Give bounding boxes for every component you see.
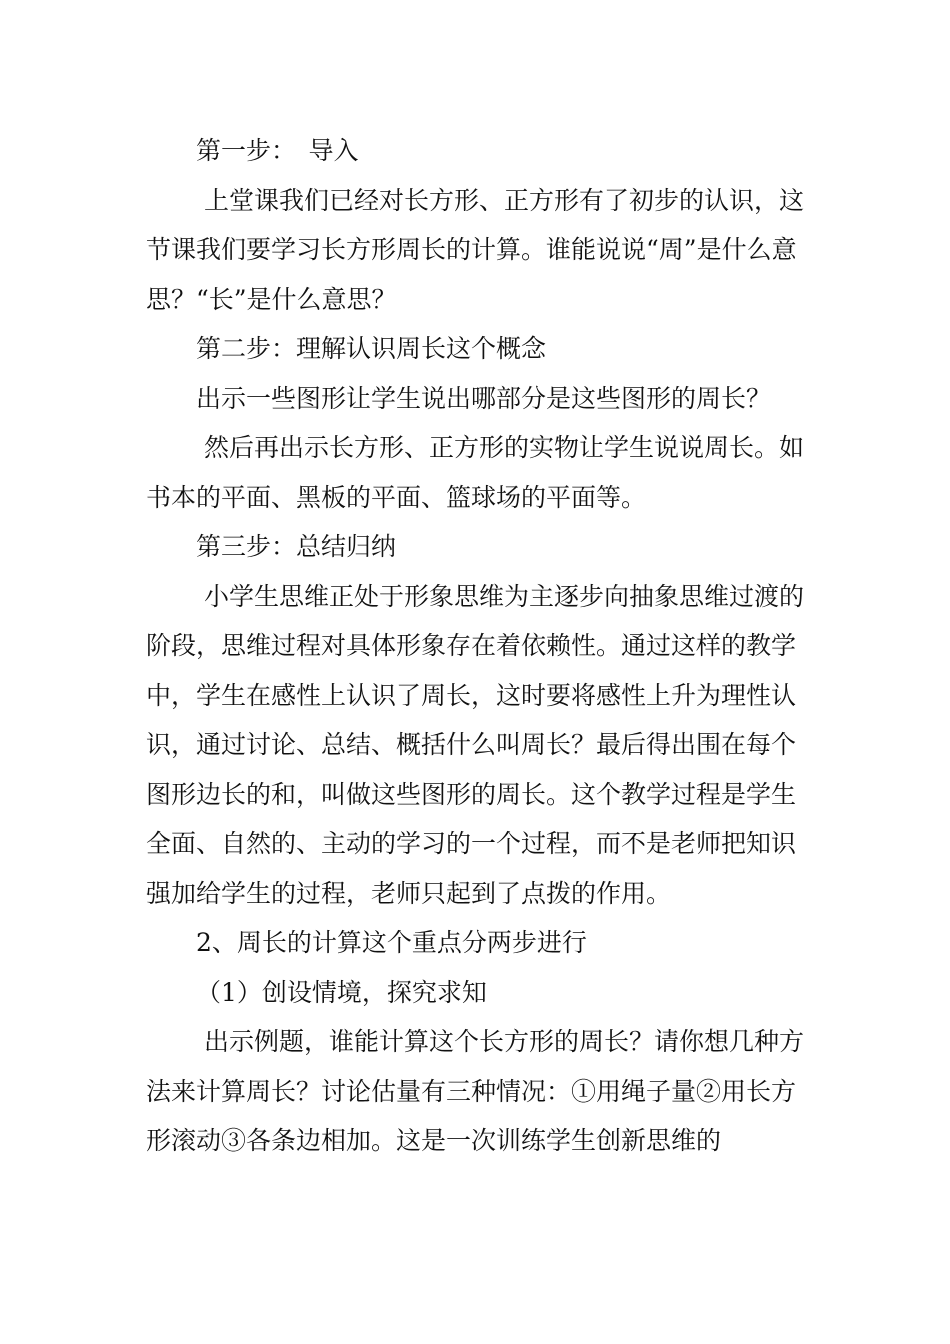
heading-step-two: 第二步：理解认识周长这个概念 <box>196 334 547 363</box>
heading-perimeter-calc: 2、周长的计算这个重点分两步进行 <box>196 928 587 957</box>
paragraph-intro: 上堂课我们已经对长方形、正方形有了初步的认识，这节课我们要学习长方形周长的计算。谁能说说“周”是什么意思？“长”是什么意思？ <box>146 185 805 314</box>
heading-step-three: 第三步：总结归纳 <box>196 532 397 561</box>
heading-create-scenario: （1）创设情境，探究求知 <box>196 977 487 1007</box>
paragraph-summary: 小学生思维正处于形象思维为主逐步向抽象思维过渡的阶段，思维过程对具体形象存在着依赖性。通过这样的教学中，学生在感性上认识了周长，这时要将感性上升为理性认识，通过讨论、总结、概括什么叫周长？最后得出围在每个图形边长的和，叫做这些图形的周长。这个教学过程是学生全面、自然的、主动的学习的一个过程，而不是老师把知识强加给学生的过程，老师只起到了点拨的作用。 <box>146 581 805 908</box>
document-body <box>146 126 808 1166</box>
paragraph-real-objects: 然后再出示长方形、正方形的实物让学生说说周长。如书本的平面、黑板的平面、篮球场的平面等。 <box>146 433 805 512</box>
paragraph-show-shapes: 出示一些图形让学生说出哪部分是这些图形的周长？ <box>196 383 772 413</box>
heading-step-one: 第一步： 导入 <box>196 136 359 165</box>
paragraph-example: 出示例题，谁能计算这个长方形的周长？请你想几种方法来计算周长？讨论估量有三种情况：①用绳子量②用长方形滚动③各条边相加。这是一次训练学生创新思维的 <box>146 1027 805 1155</box>
